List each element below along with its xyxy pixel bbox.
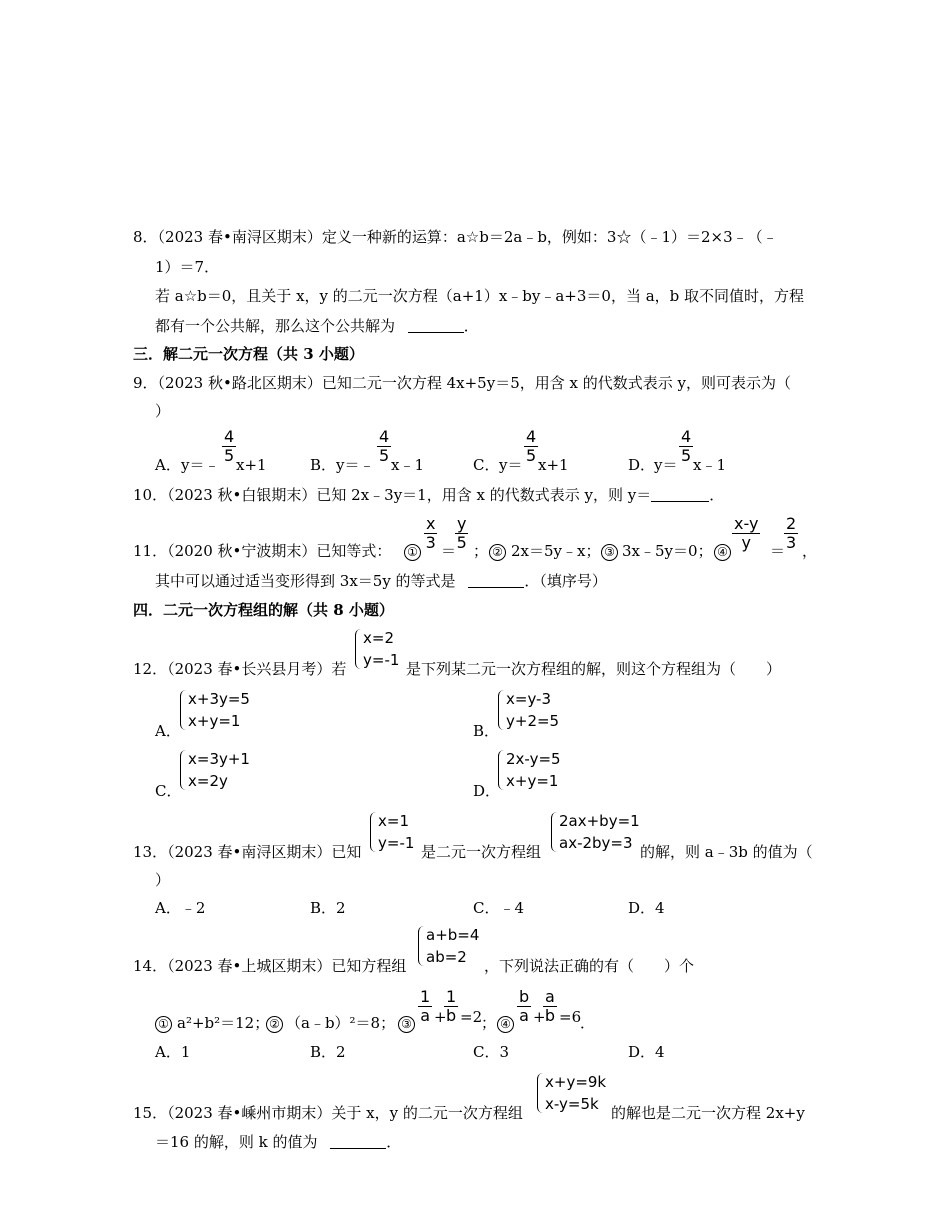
fraction: $\frac{4}{5}$ bbox=[526, 427, 537, 465]
q14-suffix: ，下列说法正确的有（ ）个 bbox=[484, 957, 695, 975]
answer-blank[interactable] bbox=[468, 573, 524, 588]
q8-line4-end: ． bbox=[463, 317, 479, 335]
q10-line bbox=[133, 485, 724, 505]
q13-system-1: x=1 y=-1 bbox=[368, 810, 414, 854]
option-pre: y＝﹣ bbox=[336, 456, 375, 474]
option-system: x=y-3 y+2=5 bbox=[496, 688, 559, 732]
circle-4: ④ bbox=[497, 1013, 514, 1033]
option-pre: y＝﹣ bbox=[181, 456, 220, 474]
semicolon: ； bbox=[481, 1014, 497, 1032]
section-4-heading: 四．二元一次方程组的解（共 8 小题） bbox=[133, 601, 394, 619]
circle-2: ② bbox=[489, 541, 506, 561]
circle-3: ③ bbox=[398, 1013, 415, 1033]
q15-suffix: 的解也是二元一次方程 2x+y bbox=[611, 1104, 805, 1122]
option-label: C． bbox=[155, 782, 182, 800]
q9-line1: 9．（2023 秋•路北区期末）已知二元一次方程 4x+5y＝5，用含 x 的代数式表示 y，则可表示为（ bbox=[133, 374, 791, 392]
comma: ， bbox=[802, 542, 818, 560]
option-system: x+3y=5 x+y=1 bbox=[178, 688, 250, 732]
circle-2: ② bbox=[266, 1013, 283, 1033]
q8-line1: 8．（2023 春•南浔区期末）定义一种新的运算：a☆b＝2a﹣b，例如：3☆（﹣1）＝2×3﹣（﹣ bbox=[133, 228, 778, 246]
q13-system-2: 2ax+by=1 ax-2by=3 bbox=[549, 810, 640, 854]
equals-2: =2 bbox=[460, 1008, 483, 1026]
q15-system: x+y=9k x-y=5k bbox=[535, 1071, 606, 1115]
q15-prefix: 15．（2023 春•嵊州市期末）关于 x，y 的二元一次方程组 bbox=[133, 1104, 523, 1122]
section-3-heading: 三．解二元一次方程（共 3 小题） bbox=[133, 345, 364, 363]
q11-line2-text: 其中可以通过适当变形得到 3x＝5y 的等式是 bbox=[155, 572, 456, 590]
option-system: 2x-y=5 x+y=1 bbox=[496, 748, 561, 792]
q12-prefix: 12．（2023 春•长兴县月考）若 bbox=[133, 660, 347, 678]
statement-2: （a﹣b）²＝8； bbox=[286, 1014, 396, 1032]
option-pre: y＝ bbox=[499, 456, 523, 474]
option-post: x+1 bbox=[236, 456, 267, 474]
equals: ＝ bbox=[441, 542, 457, 560]
q14-option-b[interactable]: B．2 bbox=[310, 1043, 346, 1061]
option-label: D． bbox=[628, 456, 656, 474]
fraction: $\frac{4}{5}$ bbox=[379, 427, 390, 465]
fraction-a-b: $\frac{a}{b}$ bbox=[544, 987, 555, 1025]
answer-blank[interactable] bbox=[408, 318, 464, 333]
option-label: A． bbox=[155, 722, 181, 740]
circle-1: ① bbox=[404, 541, 421, 561]
q13-option-d[interactable]: D．4 bbox=[628, 899, 665, 917]
fraction-b-a: $\frac{b}{a}$ bbox=[519, 987, 530, 1025]
fraction: $\frac{4}{5}$ bbox=[224, 427, 235, 465]
q8-line4-text: 都有一个公共解，那么这个公共解为 bbox=[155, 317, 396, 335]
circle-3: ③ bbox=[601, 541, 618, 561]
fraction: $\frac{4}{5}$ bbox=[681, 427, 692, 465]
q8-line3: 若 a☆b＝0，且关于 x，y 的二元一次方程（a+1）x﹣by﹣a+3＝0，当 a，b 取不同值时，方程 bbox=[155, 287, 805, 305]
q8-line4 bbox=[155, 316, 479, 336]
fraction-y-5: $\frac{y}{5}$ bbox=[456, 514, 467, 552]
option-post: x﹣1 bbox=[693, 456, 727, 474]
separator: ； bbox=[473, 542, 489, 560]
q14-option-d[interactable]: D．4 bbox=[628, 1043, 665, 1061]
q9-line2: ） bbox=[155, 402, 171, 420]
plus: + bbox=[533, 1008, 546, 1026]
q14-system: a+b=4 ab=2 bbox=[416, 924, 479, 968]
q15-line2-text: ＝16 的解，则 k 的值为 bbox=[155, 1133, 318, 1151]
q13-prefix: 13．（2023 春•南浔区期末）已知 bbox=[133, 843, 362, 861]
q15-line2 bbox=[155, 1132, 401, 1152]
q13-suffix: 的解，则 a﹣3b 的值为（ bbox=[640, 843, 813, 861]
q11-prefix: 11．（2020 秋•宁波期末）已知等式： bbox=[133, 542, 392, 560]
q11-line2-end: ．（填序号） bbox=[524, 572, 607, 590]
circle-1: ① bbox=[155, 1013, 172, 1033]
fraction-2-3: $\frac{2}{3}$ bbox=[786, 514, 797, 552]
q14-prefix: 14．（2023 春•上城区期末）已知方程组 bbox=[133, 957, 407, 975]
q13-option-b[interactable]: B．2 bbox=[310, 899, 346, 917]
q13-mid: 是二元一次方程组 bbox=[421, 843, 542, 861]
plus: + bbox=[434, 1008, 447, 1026]
answer-blank[interactable] bbox=[651, 487, 709, 502]
option-post: x﹣1 bbox=[391, 456, 425, 474]
q13-line2: ） bbox=[155, 871, 171, 889]
fraction-1-b: $\frac{1}{b}$ bbox=[446, 987, 457, 1025]
q10-text: 10．（2023 秋•白银期末）已知 2x﹣3y＝1，用含 x 的代数式表示 y，则 y＝ bbox=[133, 486, 652, 504]
q15-line2-end: ． bbox=[386, 1133, 402, 1151]
q8-line2: 1）＝7． bbox=[155, 258, 220, 276]
q12-suffix: 是下列某二元一次方程组的解，则这个方程组为（ ） bbox=[406, 660, 782, 678]
option-label: A． bbox=[155, 456, 181, 474]
equation-3: 3x﹣5y＝0； bbox=[622, 542, 713, 560]
period: ． bbox=[580, 1014, 596, 1032]
statement-1: a²+b²＝12； bbox=[177, 1014, 270, 1032]
answer-blank[interactable] bbox=[330, 1134, 386, 1149]
fraction-x-3: $\frac{x}{3}$ bbox=[425, 514, 436, 552]
equation-2: 2x＝5y﹣x； bbox=[511, 542, 601, 560]
option-pre: y＝ bbox=[654, 456, 678, 474]
q13-option-a[interactable]: A．﹣2 bbox=[155, 899, 206, 917]
fraction-1-a: $\frac{1}{a}$ bbox=[420, 987, 431, 1025]
option-post: x+1 bbox=[538, 456, 569, 474]
q12-system: x=2 y=-1 bbox=[353, 627, 399, 671]
q14-option-c[interactable]: C．3 bbox=[473, 1043, 510, 1061]
option-label: D． bbox=[473, 782, 501, 800]
equals-6: =6 bbox=[559, 1008, 582, 1026]
option-system: x=3y+1 x=2y bbox=[178, 748, 250, 792]
q13-option-c[interactable]: C．﹣4 bbox=[473, 899, 525, 917]
q14-option-a[interactable]: A．1 bbox=[155, 1043, 191, 1061]
q10-end: ． bbox=[709, 486, 725, 504]
equals: ＝ bbox=[770, 542, 786, 560]
fraction-xy-y: $\frac{x-y}{y}$ bbox=[734, 514, 759, 552]
circle-4: ④ bbox=[714, 541, 731, 561]
option-label: B． bbox=[473, 722, 500, 740]
option-label: C． bbox=[473, 456, 500, 474]
q11-line2 bbox=[155, 571, 607, 591]
option-label: B． bbox=[310, 456, 337, 474]
